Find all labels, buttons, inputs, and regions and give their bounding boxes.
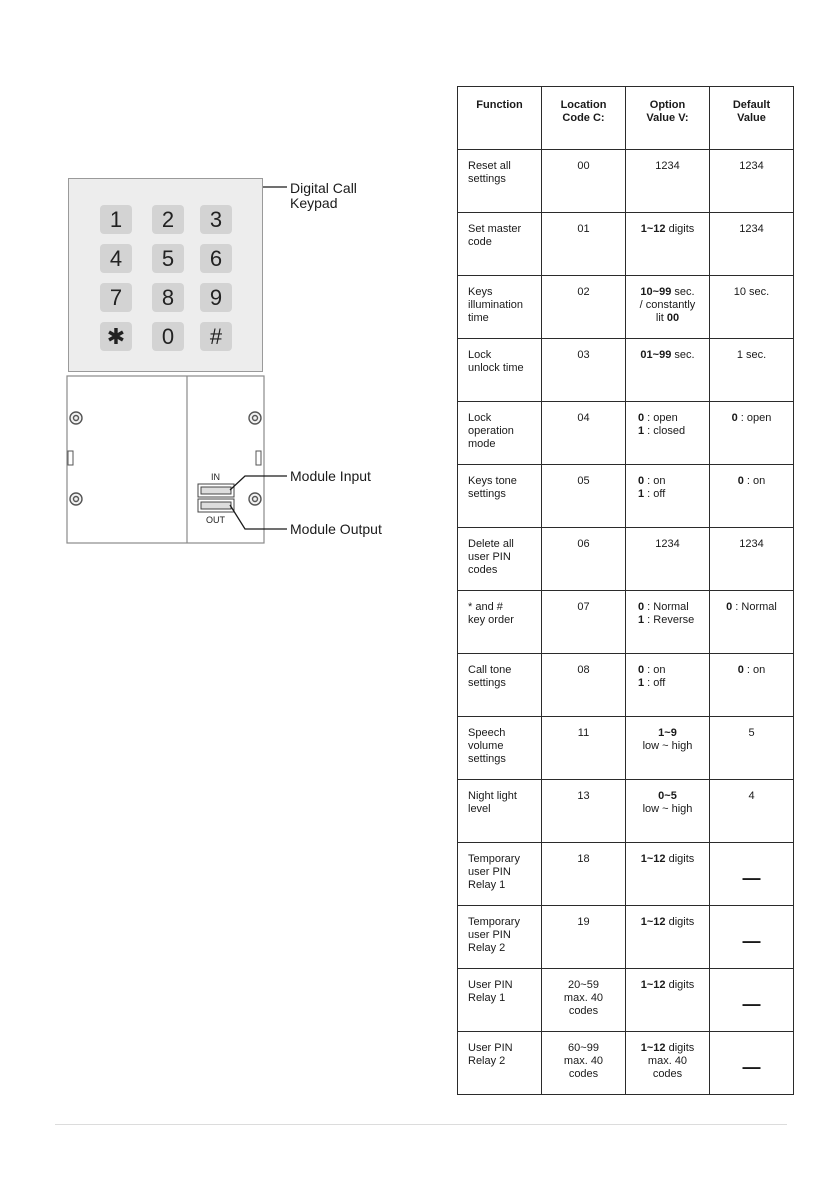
cell-option-value: 1~9 low ~ high — [626, 717, 710, 780]
key-1[interactable]: 1 — [100, 205, 132, 234]
cell-location-code: 13 — [542, 780, 626, 843]
cell-default-value: 0 : on — [710, 465, 794, 528]
header-default-value: Default Value — [710, 87, 794, 150]
cell-location-code: 04 — [542, 402, 626, 465]
callout-module-input: Module Input — [290, 468, 371, 484]
port-label-out: OUT — [206, 515, 225, 525]
cell-function: Keys tone settings — [458, 465, 542, 528]
keypad — [68, 178, 263, 372]
cell-location-code: 18 — [542, 843, 626, 906]
key-5[interactable]: 5 — [152, 244, 184, 273]
cell-function: Reset all settings — [458, 150, 542, 213]
cell-function: User PIN Relay 1 — [458, 969, 542, 1032]
table-row — [458, 402, 794, 465]
cell-location-code: 08 — [542, 654, 626, 717]
table-row — [458, 1032, 794, 1095]
table-row — [458, 465, 794, 528]
device-diagram — [0, 0, 440, 600]
cell-location-code: 20~59 max. 40 codes — [542, 969, 626, 1032]
key-6[interactable]: 6 — [200, 244, 232, 273]
cell-function: Night light level — [458, 780, 542, 843]
cell-function: Call tone settings — [458, 654, 542, 717]
cell-default-value: — — [710, 906, 794, 969]
cell-option-value: 1~12 digits — [626, 906, 710, 969]
key-star[interactable]: ✱ — [100, 322, 132, 351]
callout-keypad: Digital Call Keypad — [290, 180, 357, 211]
key-4[interactable]: 4 — [100, 244, 132, 273]
key-2[interactable]: 2 — [152, 205, 184, 234]
footer-divider — [55, 1124, 787, 1125]
cell-option-value: 0 : open 1 : closed — [626, 402, 710, 465]
table-row — [458, 969, 794, 1032]
key-9[interactable]: 9 — [200, 283, 232, 312]
header-option-value: Option Value V: — [626, 87, 710, 150]
cell-function: * and # key order — [458, 591, 542, 654]
key-0[interactable]: 0 — [152, 322, 184, 351]
cell-function: Temporary user PIN Relay 2 — [458, 906, 542, 969]
key-7[interactable]: 7 — [100, 283, 132, 312]
cell-default-value: 0 : on — [710, 654, 794, 717]
cell-option-value: 1~12 digits max. 40 codes — [626, 1032, 710, 1095]
cell-function: Delete all user PIN codes — [458, 528, 542, 591]
cell-location-code: 19 — [542, 906, 626, 969]
cell-default-value: 5 — [710, 717, 794, 780]
cell-default-value: — — [710, 1032, 794, 1095]
table-row — [458, 339, 794, 402]
port-label-in: IN — [211, 472, 220, 482]
cell-location-code: 01 — [542, 213, 626, 276]
cell-location-code: 05 — [542, 465, 626, 528]
header-function: Function — [458, 87, 542, 150]
table-row — [458, 528, 794, 591]
cell-location-code: 06 — [542, 528, 626, 591]
cell-default-value: — — [710, 843, 794, 906]
cell-function: Speech volume settings — [458, 717, 542, 780]
table-row — [458, 276, 794, 339]
table-row — [458, 213, 794, 276]
cell-function: User PIN Relay 2 — [458, 1032, 542, 1095]
cell-option-value: 0~5 low ~ high — [626, 780, 710, 843]
cell-location-code: 00 — [542, 150, 626, 213]
cell-location-code: 03 — [542, 339, 626, 402]
cell-option-value: 1~12 digits — [626, 213, 710, 276]
cell-function: Lock unlock time — [458, 339, 542, 402]
cell-option-value: 0 : Normal 1 : Reverse — [626, 591, 710, 654]
cell-function: Lock operation mode — [458, 402, 542, 465]
key-hash[interactable]: # — [200, 322, 232, 351]
cell-function: Set master code — [458, 213, 542, 276]
table-header-row — [458, 87, 794, 150]
cell-location-code: 60~99 max. 40 codes — [542, 1032, 626, 1095]
cell-default-value: 1234 — [710, 528, 794, 591]
cell-default-value: 1 sec. — [710, 339, 794, 402]
cell-option-value: 1234 — [626, 150, 710, 213]
callout-module-output: Module Output — [290, 521, 382, 537]
cell-option-value: 1~12 digits — [626, 969, 710, 1032]
cell-default-value: 1234 — [710, 213, 794, 276]
table-row — [458, 906, 794, 969]
cell-location-code: 07 — [542, 591, 626, 654]
cell-option-value: 0 : on 1 : off — [626, 654, 710, 717]
cell-default-value: 0 : Normal — [710, 591, 794, 654]
cell-location-code: 11 — [542, 717, 626, 780]
cell-location-code: 02 — [542, 276, 626, 339]
cell-function: Temporary user PIN Relay 1 — [458, 843, 542, 906]
cell-option-value: 1234 — [626, 528, 710, 591]
table-row — [458, 591, 794, 654]
key-3[interactable]: 3 — [200, 205, 232, 234]
cell-option-value: 01~99 sec. — [626, 339, 710, 402]
cell-default-value: 1234 — [710, 150, 794, 213]
cell-default-value: 10 sec. — [710, 276, 794, 339]
cell-default-value: 0 : open — [710, 402, 794, 465]
table-row — [458, 654, 794, 717]
cell-option-value: 10~99 sec. / constantly lit 00 — [626, 276, 710, 339]
key-8[interactable]: 8 — [152, 283, 184, 312]
cell-option-value: 0 : on 1 : off — [626, 465, 710, 528]
cell-default-value: 4 — [710, 780, 794, 843]
cell-function: Keys illumination time — [458, 276, 542, 339]
table-row — [458, 150, 794, 213]
table-row — [458, 717, 794, 780]
table-row — [458, 780, 794, 843]
cell-option-value: 1~12 digits — [626, 843, 710, 906]
header-location-code: Location Code C: — [542, 87, 626, 150]
table-row — [458, 843, 794, 906]
settings-table — [457, 86, 794, 1095]
cell-default-value: — — [710, 969, 794, 1032]
